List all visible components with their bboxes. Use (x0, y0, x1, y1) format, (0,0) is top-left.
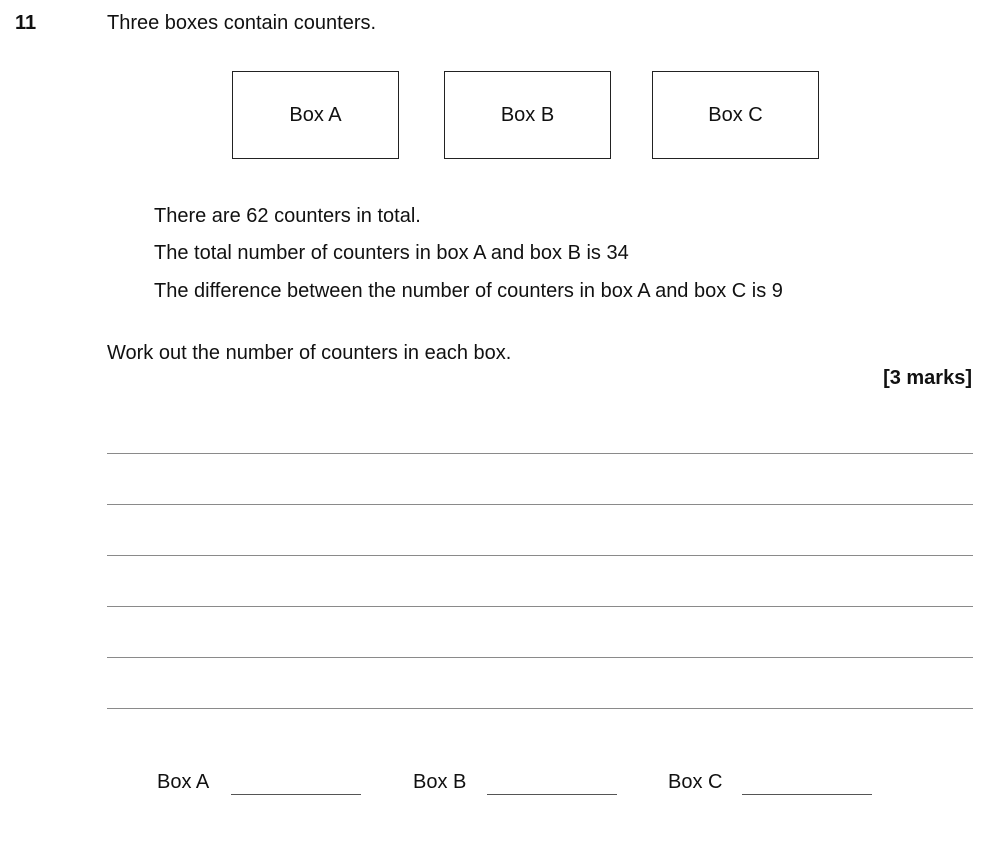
question-intro: Three boxes contain counters. (107, 12, 377, 34)
answer-box-b-field[interactable] (487, 794, 617, 795)
working-line[interactable] (107, 606, 973, 607)
working-line[interactable] (107, 555, 973, 556)
box-c-label: Box C (708, 103, 763, 126)
box-b-diagram (444, 71, 611, 159)
working-line[interactable] (107, 453, 973, 454)
answer-box-b-label: Box B (413, 771, 467, 793)
answer-box-c-label: Box C (668, 771, 723, 793)
question-number: 11 (15, 12, 37, 34)
working-line[interactable] (107, 657, 973, 658)
answer-box-a-field[interactable] (231, 794, 361, 795)
marks-label: [3 marks] (883, 367, 972, 389)
fact-a-plus-b: The total number of counters in box A and box B is 34 (154, 242, 629, 264)
box-a-label: Box A (289, 103, 342, 126)
box-b-label: Box B (500, 103, 555, 126)
box-a-diagram (232, 71, 399, 159)
working-line[interactable] (107, 708, 973, 709)
instruction: Work out the number of counters in each box. (107, 342, 512, 364)
box-c-diagram (652, 71, 819, 159)
working-line[interactable] (107, 504, 973, 505)
fact-total: There are 62 counters in total. (154, 205, 421, 227)
answer-box-c-field[interactable] (742, 794, 872, 795)
answer-box-a-label: Box A (157, 771, 210, 793)
fact-difference-a-c: The difference between the number of counters in box A and box C is 9 (154, 280, 783, 302)
